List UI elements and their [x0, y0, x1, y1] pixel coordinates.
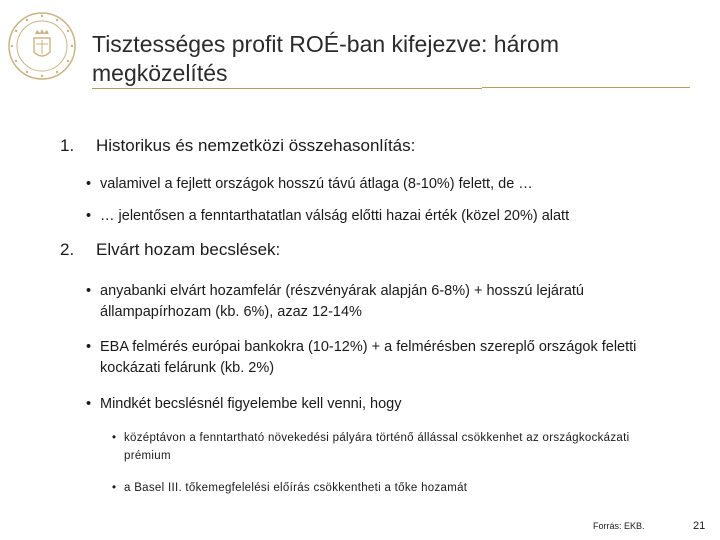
bullet-text: anyabanki elvárt hozamfelár (részvényárak alapján 6-8%) + hosszú lejáratú állampapírhozam (kb. 6%), azaz 12-14%	[100, 283, 584, 320]
bullet-2-3	[86, 394, 686, 415]
bullet-glyph: •	[86, 283, 92, 299]
bullet-glyph: •	[86, 176, 92, 192]
bullet-2-1	[86, 281, 676, 323]
page-number: 21	[693, 520, 706, 532]
source-note: Forrás: EKB.	[593, 521, 645, 531]
section-2-heading	[60, 240, 280, 260]
bullet-text: … jelentősen a fenntarthatatlan válság előtti hazai érték (közel 20%) alatt	[100, 208, 570, 224]
subbullet-2-3-1	[112, 429, 652, 465]
section-1-heading	[60, 136, 415, 156]
bullet-text: valamivel a fejlett országok hosszú távú átlaga (8-10%) felett, de …	[100, 176, 533, 192]
section-2-number: 2.	[60, 240, 75, 259]
bullet-glyph: •	[86, 208, 92, 224]
bullet-text: EBA felmérés európai bankokra (10-12%) + a felmérésben szereplő országok feletti kockázati felárunk (kb. 2%)	[100, 339, 637, 376]
section-1-heading-text: Historikus és nemzetközi összehasonlítás:	[96, 136, 416, 155]
bullet-glyph: •	[86, 339, 92, 355]
slide-title: Tisztességes profit ROÉ-ban kifejezve: három megközelítés	[92, 31, 559, 86]
bullet-text: Mindkét becslésnél figyelembe kell venni, hogy	[100, 396, 402, 412]
subbullet-text: a Basel III. tőkemegfelelési előírás csökkentheti a tőke hozamát	[124, 482, 468, 494]
section-1-number: 1.	[60, 136, 75, 155]
bullet-2-2	[86, 337, 676, 379]
bullet-1-2	[86, 206, 686, 227]
bullet-1-1	[86, 174, 686, 195]
bullet-glyph: •	[112, 432, 117, 444]
subbullet-2-3-2	[112, 479, 672, 497]
subbullet-text: középtávon a fenntartható növekedési pályára történő állással csökkenhet az országkockázati prémium	[124, 432, 630, 462]
bullet-glyph: •	[86, 396, 92, 412]
bullet-glyph: •	[112, 482, 117, 494]
section-2-heading-text: Elvárt hozam becslések:	[96, 240, 281, 259]
